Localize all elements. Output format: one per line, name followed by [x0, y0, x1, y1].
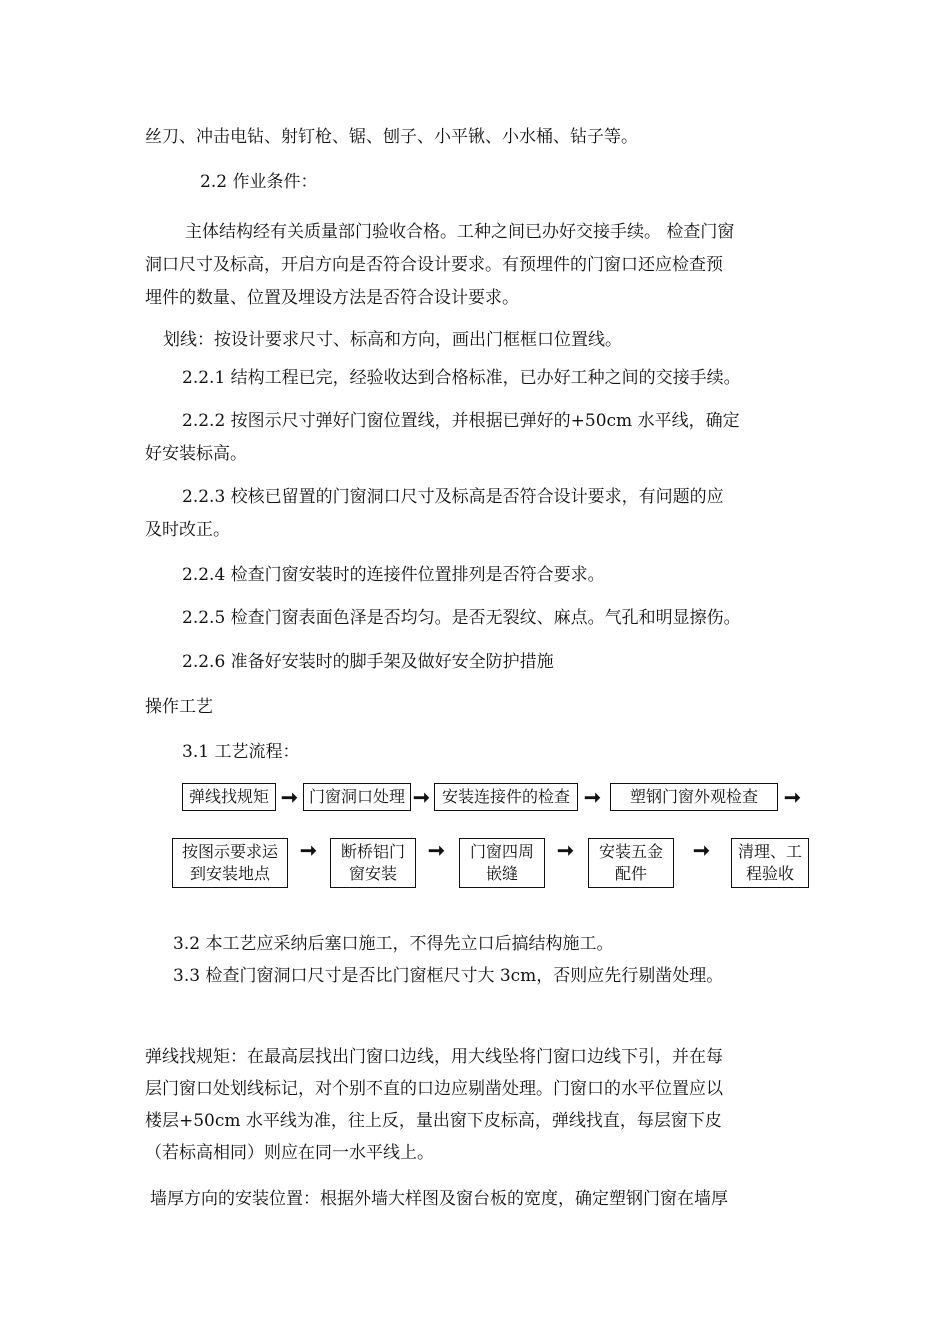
flow-box-anzhuang: 断桥铝门 窗安装: [330, 838, 416, 888]
flow-arrow-icon: ➞: [557, 838, 574, 862]
flow-box-yanshou: 清理、工 程验收: [731, 838, 809, 888]
qianghou-para: 墙厚方向的安装位置：根据外墙大样图及窗台板的宽度，确定塑钢门窗在墙厚: [150, 1189, 728, 1209]
flow-box-dongkou: 门窗洞口处理: [303, 783, 411, 811]
flow-box-yunshu: 按图示要求运 到安装地点: [172, 838, 288, 888]
tanxian-para-4: （若标高相同）则应在同一水平线上。: [145, 1143, 434, 1163]
item-2-2-6: 2.2.6 准备好安装时的脚手架及做好安全防护措施: [182, 652, 554, 672]
huaxian-line: 划线：按设计要求尺寸、标高和方向，画出门框框口位置线。: [163, 330, 622, 350]
top-line: 丝刀、冲击电钻、射钉枪、锯、刨子、小平锹、小水桶、钻子等。: [145, 127, 638, 147]
item-2-2-3-a: 2.2.3 校核已留置的门窗洞口尺寸及标高是否符合设计要求，有问题的应: [182, 487, 724, 507]
flow-box-lianjiejian: 安装连接件的检查: [434, 783, 578, 811]
tanxian-para-3: 楼层+50cm 水平线为准，往上反，量出窗下皮标高，弹线找直，每层窗下皮: [145, 1111, 722, 1131]
tanxian-para-1: 弹线找规矩：在最高层找出门窗口边线，用大线坠将门窗口边线下引，并在每: [145, 1047, 723, 1067]
para-main-3: 埋件的数量、位置及埋设方法是否符合设计要求。: [145, 288, 519, 308]
flow-box-tanxian: 弹线找规矩: [182, 783, 276, 811]
section-2-2-heading: 2.2 作业条件：: [200, 172, 318, 192]
flow-arrow-icon: ➞: [693, 838, 710, 862]
flow-box-waiguan: 塑钢门窗外观检查: [610, 783, 778, 811]
para-main-1: 主体结构经有关质量部门验收合格。工种之间已办好交接手续。 检查门窗: [185, 222, 735, 242]
item-2-2-3-b: 及时改正。: [145, 520, 230, 540]
section-3-3: 3.3 检查门窗洞口尺寸是否比门窗框尺寸大 3cm，否则应先行剔凿处理。: [173, 966, 724, 986]
flow-arrow-icon: ➞: [300, 838, 317, 862]
section-3-2: 3.2 本工艺应采纳后塞口施工，不得先立口后搞结构施工。: [173, 934, 614, 954]
item-2-2-2-b: 好安装标高。: [145, 444, 247, 464]
item-2-2-1: 2.2.1 结构工程已完，经验收达到合格标准，已办好工种之间的交接手续。: [182, 368, 741, 388]
item-2-2-4: 2.2.4 检查门窗安装时的连接件位置排列是否符合要求。: [182, 565, 605, 585]
tanxian-para-2: 层门窗口处划线标记，对个别不直的口边应剔凿处理。门窗口的水平位置应以: [145, 1079, 723, 1099]
flow-arrow-icon: ➞: [784, 785, 801, 809]
item-2-2-2-a: 2.2.2 按图示尺寸弹好门窗位置线，并根据已弹好的+50cm 水平线，确定: [182, 411, 740, 431]
para-main-2: 洞口尺寸及标高，开启方向是否符合设计要求。有预埋件的门窗口还应检查预: [145, 255, 723, 275]
item-2-2-5: 2.2.5 检查门窗表面色泽是否均匀。是否无裂纹、麻点。气孔和明显擦伤。: [182, 608, 741, 628]
flow-box-qianfeng: 门窗四周 嵌缝: [459, 838, 545, 888]
flow-arrow-icon: ➞: [584, 785, 601, 809]
flow-arrow-icon: ➞: [281, 785, 298, 809]
flow-arrow-icon: ➞: [428, 838, 445, 862]
flow-box-wujin: 安装五金 配件: [588, 838, 674, 888]
section-3-1-heading: 3.1 工艺流程：: [182, 742, 300, 762]
caozuo-heading: 操作工艺: [145, 697, 213, 717]
flow-arrow-icon: ➞: [413, 785, 430, 809]
